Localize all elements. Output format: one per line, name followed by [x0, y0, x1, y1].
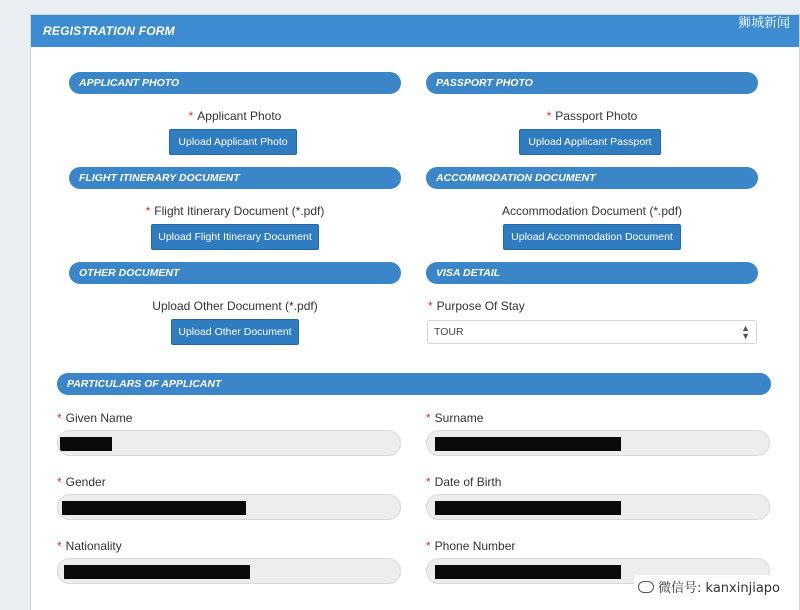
gender-input[interactable] — [57, 494, 401, 520]
required-marker: * — [145, 204, 151, 218]
accommodation-header: ACCOMMODATION DOCUMENT — [426, 167, 758, 189]
select-arrows-icon: ▲ ▼ — [741, 323, 750, 341]
gender-label-text: Gender — [65, 475, 106, 489]
applicant-photo-label-text: Applicant Photo — [197, 109, 282, 123]
redaction-bar — [60, 437, 112, 451]
upload-applicant-passport-button[interactable]: Upload Applicant Passport — [519, 129, 661, 155]
required-marker: * — [57, 475, 62, 489]
purpose-of-stay-label-text: Purpose Of Stay — [436, 299, 525, 313]
upload-accommodation-button[interactable]: Upload Accommodation Document — [503, 224, 681, 250]
passport-photo-label — [426, 109, 758, 123]
particulars-header: PARTICULARS OF APPLICANT — [57, 373, 771, 395]
given-name-label-text: Given Name — [65, 411, 133, 425]
watermark-bottom-text: 微信号: kanxinjiapo — [658, 581, 780, 596]
applicant-photo-header: APPLICANT PHOTO — [69, 72, 401, 94]
phone-number-label — [426, 539, 515, 553]
required-marker: * — [426, 411, 431, 425]
flight-itinerary-label-text: Flight Itinerary Document (*.pdf) — [154, 204, 325, 218]
redaction-bar — [435, 437, 621, 451]
required-marker: * — [57, 411, 62, 425]
visa-detail-header: VISA DETAIL — [426, 262, 758, 284]
passport-photo-label-text: Passport Photo — [555, 109, 638, 123]
surname-input[interactable] — [426, 430, 770, 456]
surname-label-text: Surname — [434, 411, 484, 425]
date-of-birth-label — [426, 475, 501, 489]
surname-label — [426, 411, 483, 425]
accommodation-label: Accommodation Document (*.pdf) — [501, 204, 683, 218]
redaction-bar — [435, 501, 621, 515]
required-marker: * — [428, 299, 433, 313]
date-of-birth-input[interactable] — [426, 494, 770, 520]
redaction-bar — [64, 565, 250, 579]
phone-number-label-text: Phone Number — [434, 539, 516, 553]
watermark-top: 狮城新闻 — [737, 16, 790, 31]
redaction-bar — [62, 501, 246, 515]
nationality-label — [57, 539, 122, 553]
applicant-photo-label — [69, 109, 401, 123]
purpose-of-stay-value: TOUR — [434, 326, 464, 338]
flight-itinerary-header: FLIGHT ITINERARY DOCUMENT — [69, 167, 401, 189]
date-of-birth-label-text: Date of Birth — [434, 475, 502, 489]
other-document-label: Upload Other Document (*.pdf) — [152, 299, 318, 313]
required-marker: * — [546, 109, 552, 123]
watermark-bottom — [634, 575, 784, 598]
purpose-of-stay-select[interactable] — [427, 320, 757, 344]
nationality-input[interactable] — [57, 558, 401, 584]
required-marker: * — [57, 539, 62, 553]
upload-applicant-photo-button[interactable]: Upload Applicant Photo — [169, 129, 297, 155]
required-marker: * — [188, 109, 194, 123]
form-title: REGISTRATION FORM — [31, 15, 799, 47]
gender-label — [57, 475, 106, 489]
nationality-label-text: Nationality — [65, 539, 122, 553]
passport-photo-header: PASSPORT PHOTO — [426, 72, 758, 94]
other-document-header: OTHER DOCUMENT — [69, 262, 401, 284]
given-name-input[interactable] — [57, 430, 401, 456]
required-marker: * — [426, 539, 431, 553]
purpose-of-stay-label — [428, 299, 525, 313]
wechat-icon — [638, 581, 654, 593]
registration-form-card — [30, 14, 800, 610]
flight-itinerary-label — [69, 204, 401, 218]
required-marker: * — [426, 475, 431, 489]
given-name-label — [57, 411, 132, 425]
upload-flight-itinerary-button[interactable]: Upload Flight Itinerary Document — [151, 224, 319, 250]
upload-other-document-button[interactable]: Upload Other Document — [171, 319, 299, 345]
redaction-bar — [435, 565, 621, 579]
